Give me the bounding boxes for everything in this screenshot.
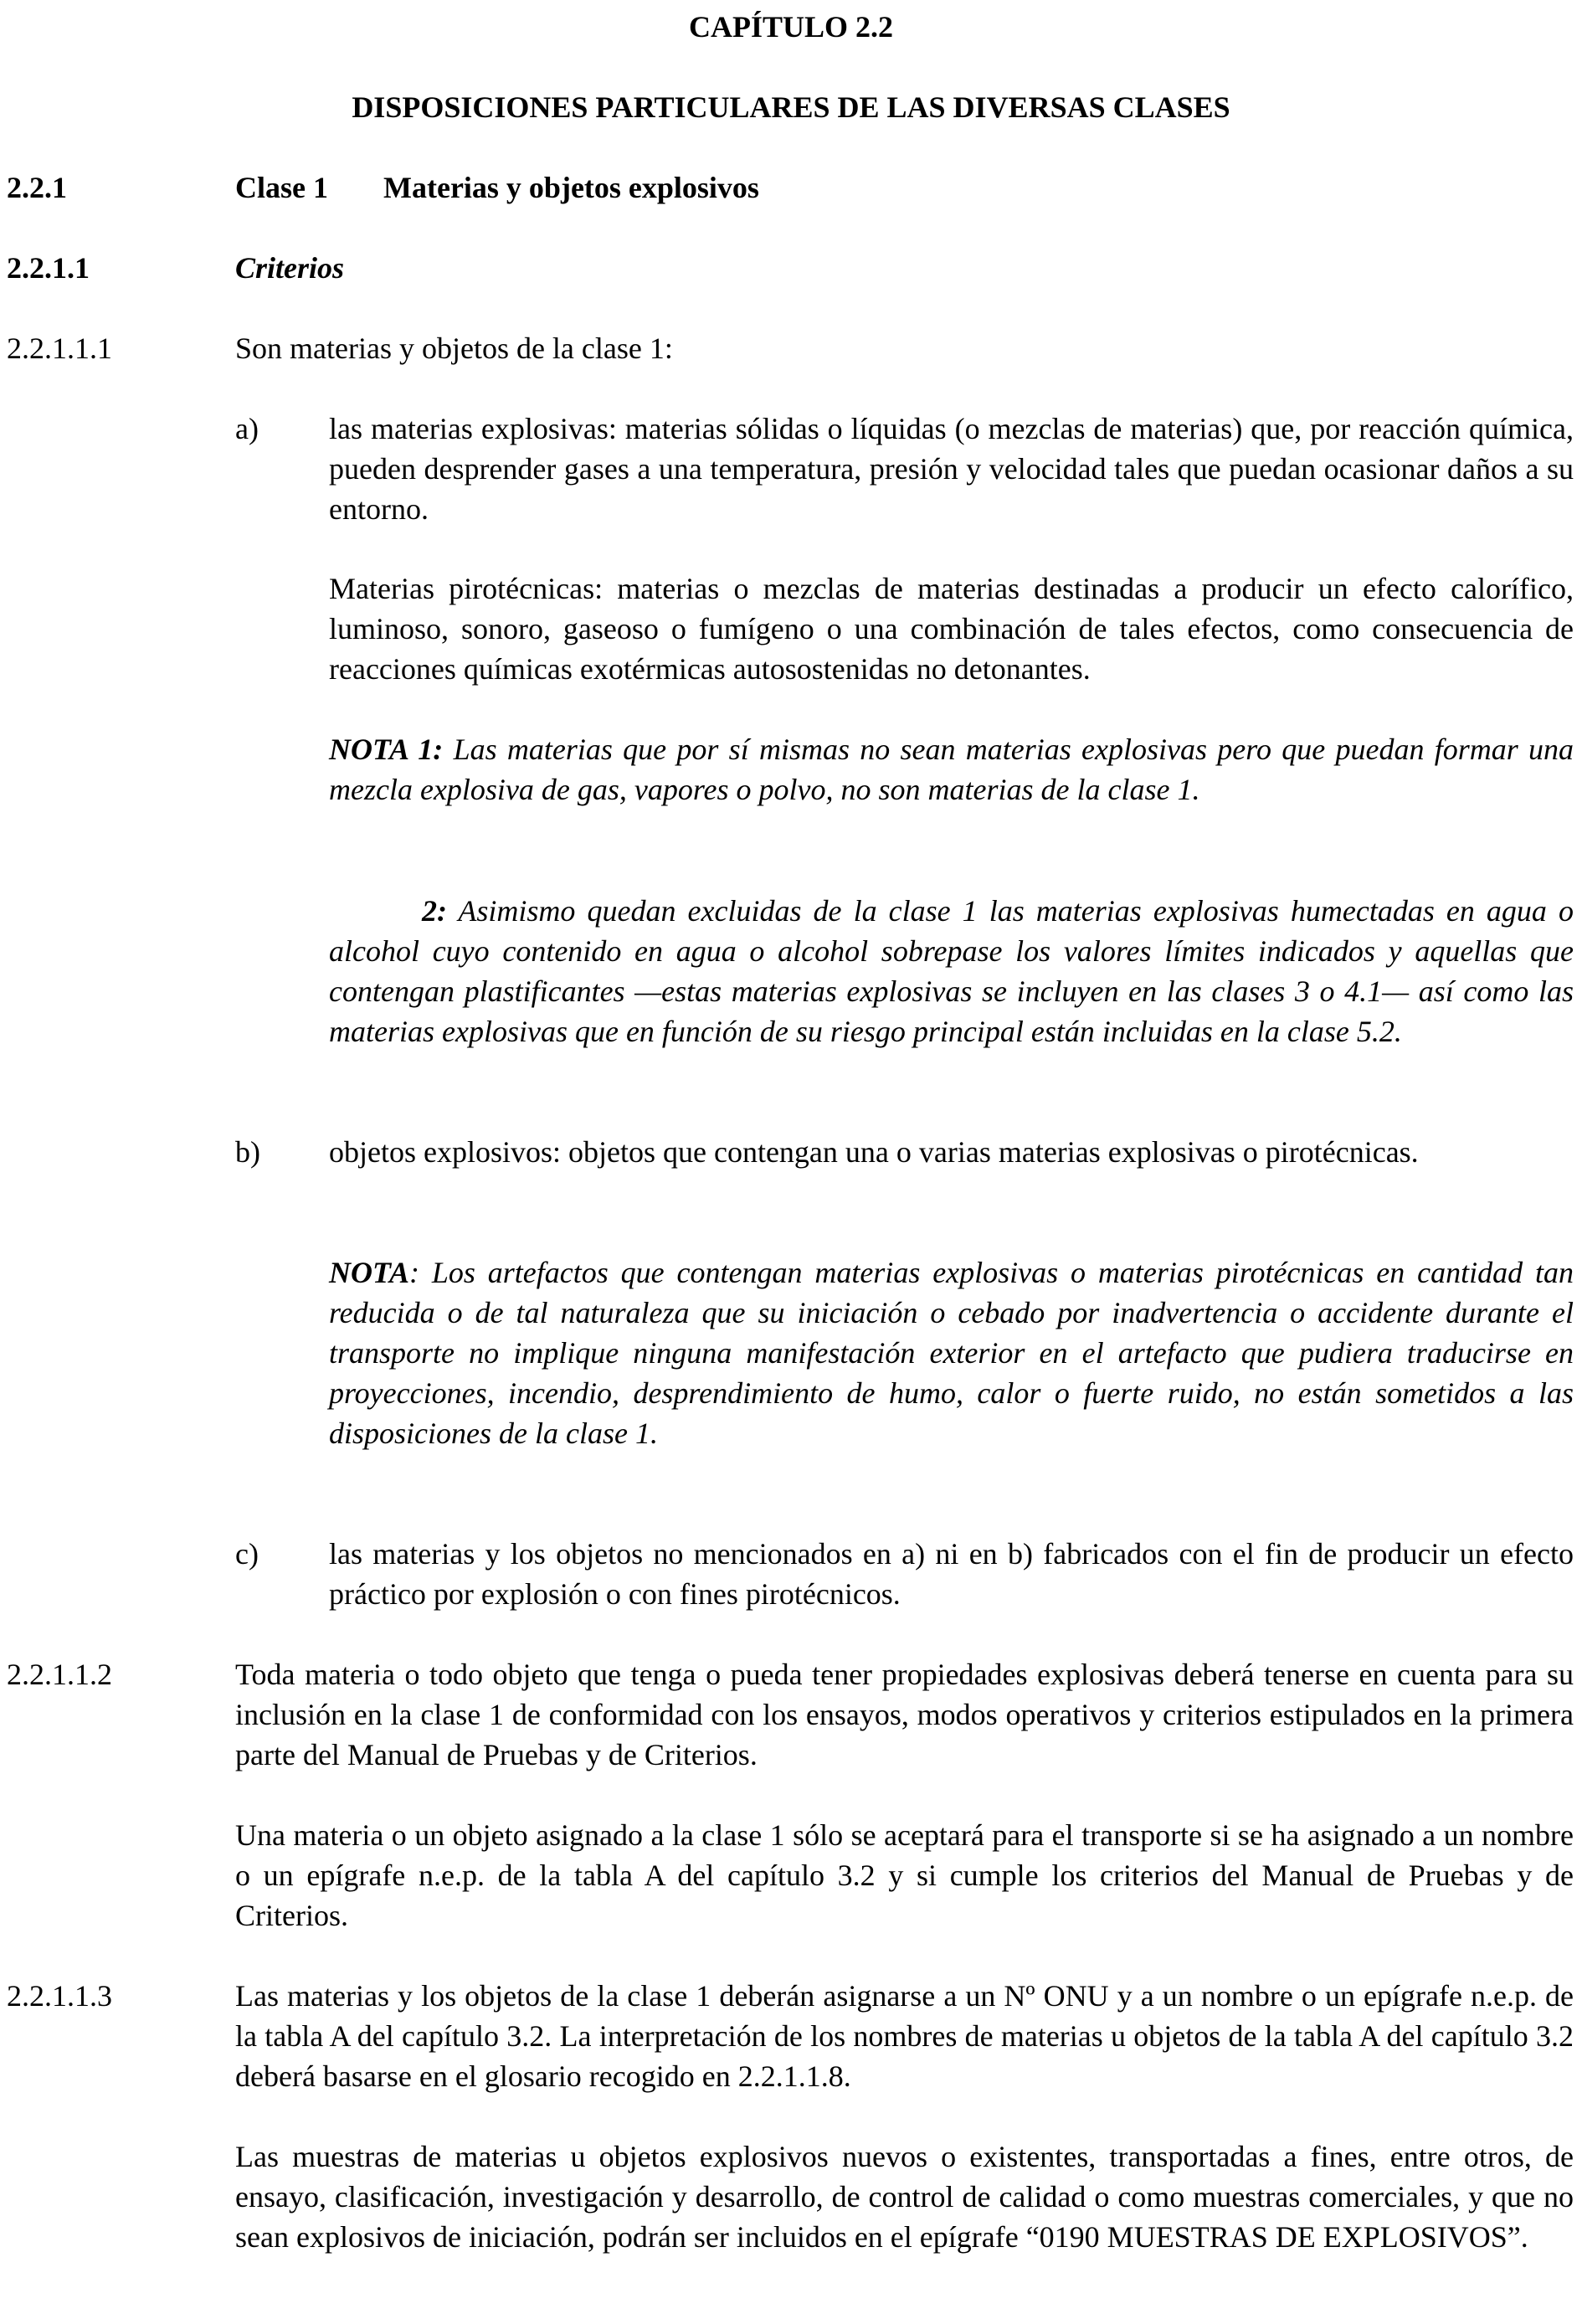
chapter-number: CAPÍTULO 2.2 [688,10,894,44]
subsection-title: Criterios [235,251,345,285]
item-text-a: las materias explosivas: materias sólidas o líquidas (o mezclas de materias) que, por reacción química, pueden desprender gases a una temperatura, presión y velocidad tales que puedan ocasionar daños a su entorno. [329,412,1574,526]
section-class-label: Clase 1 [235,171,328,204]
note-b [329,1252,1574,1453]
pyrotechnic-definition: Materias pirotécnicas: materias o mezclas de materias destinadas a producir un efecto calorífico, luminoso, sonoro, gaseoso o fumígeno o una combinación de tales efectos, como consecuencia de reacciones químicas exotérmicas autosostenidas no detonantes. [329,572,1574,686]
item-label-c: c) [235,1537,259,1571]
item-text-b: objetos explosivos: objetos que contengan una o varias materias explosivas o pirotécnicas. [329,1135,1419,1169]
note-2-label: 2: [422,894,447,928]
subsection-number: 2.2.1.1 [7,251,90,285]
item-label-a: a) [235,412,259,445]
section-number: 2.2.1 [7,171,67,204]
note-b-text: : Los artefactos que contengan materias explosivas o materias pirotécnicas en cantidad tan reducida o de tal naturaleza que su iniciación o cebado por inadvertencia o accidente durante el transporte no implique ninguna manifestación exterior en el artefacto que pudiera traducirse en proyecciones, incendio, desprendimiento de humo, calor o fuerte ruido, no están sometidos a las disposiciones de la clase 1. [329,1256,1574,1450]
note-1-text: Las materias que por sí mismas no sean materias explosivas pero que puedan formar una mezcla explosiva de gas, vapores o polvo, no son materias de la clase 1. [329,733,1574,806]
paragraph-number-3: 2.2.1.1.3 [7,1979,112,2013]
item-text-c: las materias y los objetos no mencionados en a) ni en b) fabricados con el fin de producir un efecto práctico por explosión o con fines pirotécnicos. [329,1537,1574,1611]
paragraph-3-text-2: Las muestras de materias u objetos explosivos nuevos o existentes, transportadas a fines, entre otros, de ensayo, clasificación, investigación y desarrollo, de control de calidad o como muestras comerciales, y que no sean explosivos de iniciación, podrán ser incluidos en el epígrafe “0190 MUESTRAS DE EXPLOSIVOS”. [235,2140,1574,2254]
paragraph-number: 2.2.1.1.1 [7,332,112,365]
paragraph-2-text-1: Toda materia o todo objeto que tenga o pueda tener propiedades explosivas deberá tenerse en cuenta para su inclusión en la clase 1 de conformidad con los ensayos, modos operativos y criterios estipulados en la primera parte del Manual de Pruebas y de Criterios. [235,1658,1574,1771]
note-b-label: NOTA [329,1256,410,1289]
note-2-text: Asimismo quedan excluidas de la clase 1 las materias explosivas humectadas en agua o alcohol cuyo contenido en agua o alcohol sobrepase los valores límites indicados y aquellas que contengan plastificantes —estas materias explosivas se incluyen en las clases 3 o 4.1— así como las materias explosivas que en función de su riesgo principal están incluidas en la clase 5.2. [329,894,1574,1048]
paragraph-3-text-1: Las materias y los objetos de la clase 1 deberán asignarse a un Nº ONU y a un nombre o un epígrafe n.e.p. de la tabla A del capítulo 3.2. La interpretación de los nombres de materias u objetos de la tabla A del capítulo 3.2 deberá basarse en el glosario recogido en 2.2.1.1.8. [235,1979,1574,2093]
paragraph-intro: Son materias y objetos de la clase 1: [235,332,673,365]
note-1 [329,729,1574,810]
note-2 [329,891,1574,1051]
item-label-b: b) [235,1135,260,1169]
paragraph-number-2: 2.2.1.1.2 [7,1658,112,1691]
chapter-title: DISPOSICIONES PARTICULARES DE LAS DIVERSAS CLASES [352,90,1230,124]
section-title: Materias y objetos explosivos [383,171,759,204]
note-1-label: NOTA 1: [329,733,444,766]
paragraph-2-text-2: Una materia o un objeto asignado a la clase 1 sólo se aceptará para el transporte si se ha asignado a un nombre o un epígrafe n.e.p. de la tabla A del capítulo 3.2 y si cumple los criterios del Manual de Pruebas y de Criterios. [235,1818,1574,1932]
